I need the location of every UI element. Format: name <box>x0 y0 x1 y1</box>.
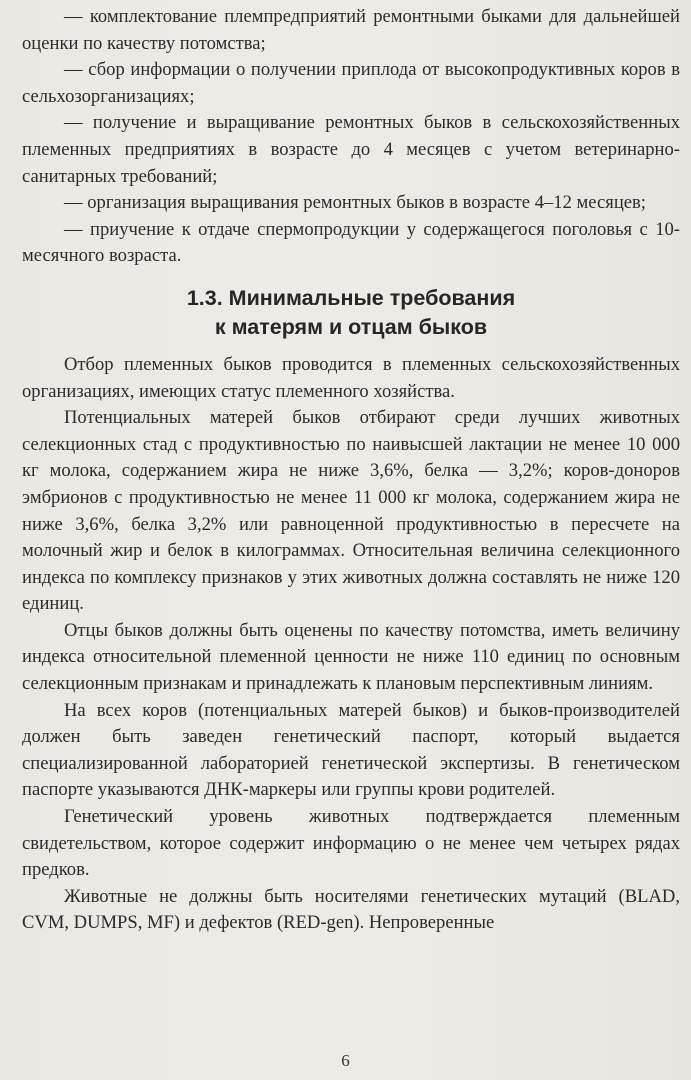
list-item: — комплектование племпредприятий ремонтными быками для дальнейшей оценки по качеству потомства; <box>22 6 680 54</box>
page-number: 6 <box>341 1051 350 1070</box>
body-paragraph: Отцы быков должны быть оценены по качеству потомства, иметь величину индекса относительной племенной ценности не ниже 110 единиц по основным селекционным признакам и принадлежать к плановым перспективным линиям. <box>22 619 680 695</box>
body-paragraph: Генетический уровень животных подтверждается племенным свидетельством, которое содержит информацию о не менее чем четырех рядах предков. <box>22 806 680 881</box>
list-item: — организация выращивания ремонтных быков в возрасте 4–12 месяцев; <box>64 192 646 214</box>
section-heading <box>22 284 680 342</box>
section-heading-line-1: 1.3. Минимальные требования <box>186 285 516 310</box>
list-item: — приучение к отдаче спермопродукции у содержащегося поголовья с 10-месячного возраста. <box>22 218 680 267</box>
section-heading-line-2: к матерям и отцам быков <box>214 314 488 339</box>
list-item: — получение и выращивание ремонтных быков в сельскохозяйственных племенных предприятиях в возрасте до 4 месяцев с учетом ветеринарно-санитарных требований; <box>22 112 680 187</box>
body-paragraph: Животные не должны быть носителями генетических мутаций (BLAD, CVM, DUMPS, MF) и дефектов (RED-gen). Непроверенные <box>22 885 680 934</box>
list-item: — сбор информации о получении приплода от высокопродуктивных коров в сельхозорганизациях; <box>22 59 680 107</box>
body-paragraph: Отбор племенных быков проводится в племенных сельскохозяйственных организациях, имеющих статус племенного хозяйства. <box>22 353 680 402</box>
page-content <box>22 4 680 937</box>
body-paragraph: На всех коров (потенциальных матерей быков) и быков-производителей должен быть заведен генетический паспорт, который выдается специализированной лабораторией генетической экспертизы. В генетическом паспорте указываются ДНК-маркеры или группы крови родителей. <box>22 699 680 801</box>
body-paragraph: Потенциальных матерей быков отбирают среди лучших животных селекционных стад с продуктивностью по наивысшей лактации не менее 10 000 кг молока, содержанием жира не ниже 3,6%, белка — 3,2%; коров-доноров эмбрионов с продуктивностью не менее 11 000 кг молока, содержанием жира не ниже 3,6%, белка 3,2% или равноценной продуктивностью в пересчете на молочный жир и белок в килограммах. Относительная величина селекционного индекса по комплексу признаков у этих животных должна составлять не ниже 120 единиц. <box>22 407 680 615</box>
